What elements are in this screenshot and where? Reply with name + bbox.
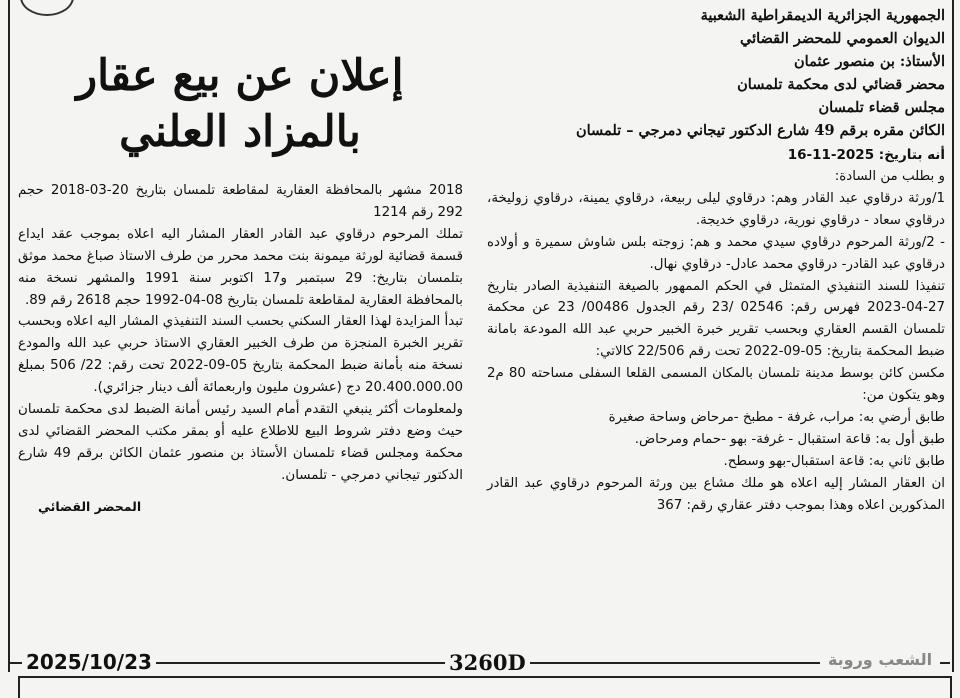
body-paragraph: طابق أرضي به: مراب، غرفة - مطبخ -مرحاض وساحة صغيرة — [608, 409, 945, 425]
header-line-republic: الجمهورية الجزائرية الديمقراطية الشعبية — [700, 7, 945, 24]
signature-label: المحضر القضائي — [38, 498, 142, 514]
left-border-rule — [8, 0, 10, 672]
body-paragraph: مكسن كائن بوسط مدينة تلمسان بالمكان المسمى القلعا السفلى مساحته 80 م2 وهو يتكون من: — [487, 366, 945, 404]
header-line-bailiff: الأستاذ: بن منصور عثمان — [794, 53, 945, 70]
footer-code: 3260D — [445, 650, 530, 675]
footer-brand-logo: الشعب وروبة — [820, 650, 940, 676]
body-paragraph: و بطلب من السادة: — [834, 169, 945, 184]
right-column — [487, 4, 945, 517]
footer-date: 2025/10/23 — [22, 650, 156, 674]
body-paragraph: طابق ثاني به: قاعة استقبال-بهو وسطح. — [723, 453, 945, 469]
next-ad-box-edge — [18, 676, 952, 698]
date-label: أنه بتاريخ: — [878, 147, 945, 163]
right-border-rule — [952, 0, 954, 672]
body-paragraph: 1/ورثة درقاوي عبد القادر وهم: درقاوي ليلى ربيعة، درقاوي يمينة، درقاوي زوليخة، درقاوي سعاد - درقاوي نورية، درقاوي خديجة. — [487, 190, 945, 228]
header-line-court: محضر قضائي لدى محكمة تلمسان — [737, 76, 945, 93]
body-paragraph: تملك المرحوم درقاوي عبد القادر العقار المشار اليه اعلاه بموجب عقد ايداع قسمة قضائية لورثة ميمونة بنت محمد محرر من طرف الاستاذ صباغ محمد موثق بتلمسان بتاريخ: 29 سبتمبر و17 اكتوبر سنة 1991 والمشهر نسخة منه بالمحافظة العقارية لمقاطعة تلمسان بتاريخ 08-04-1992 حجم 2618 رقم 89. — [18, 226, 463, 308]
body-paragraph: ان العقار المشار إليه اعلاه هو ملك مشاع بين ورثة المرحوم درقاوي عبد القادر المذكورين اعلاه وهذا بموجب دفتر عقاري رقم: 367 — [487, 475, 945, 513]
body-paragraph: - 2/ورثة المرحوم درقاوي سيدي محمد و هم: زوجته بلس شاوش سميرة و أولاده درقاوي عبد القادر- درقاوي محمد عادل- درقاوي نهال. — [487, 234, 945, 272]
left-column — [18, 180, 463, 517]
title-line-2: بالمزاد العلني — [119, 107, 361, 157]
body-paragraph: 2018 مشهر بالمحافظة العقارية لمقاطعة تلمسان بتاريخ 20-03-2018 حجم 292 رقم 1214 — [18, 183, 464, 220]
date-value: 2025-11-16 — [787, 147, 875, 163]
notice-title — [60, 48, 420, 160]
header-line-council: مجلس قضاء تلمسان — [818, 99, 945, 116]
header-line-address: الكائن مقره برقم 49 شارع الدكتور تيجاني دمرجي – تلمسان — [575, 122, 945, 139]
top-seal-mark — [20, 0, 74, 16]
title-line-1: إعلان عن بيع عقار — [76, 51, 404, 101]
body-paragraph: طبق أول به: قاعة استقبال - غرفة- بهو -حمام ومرحاض. — [634, 431, 945, 447]
header-line-office: الديوان العمومي للمحضر القضائي — [739, 30, 945, 47]
body-paragraph: ولمعلومات أكثر ينبغي التقدم أمام السيد رئيس أمانة الضبط لدى محكمة تلمسان حيث وضع دفتر شروط البيع للاطلاع عليه أو بمقر مكتب المحضر القضائي لدى محكمة ومجلس قضاء تلمسان الأستاذ بن منصور عثمان الكائن برقم 49 شارع الدكتور تيجاني دمرجي - تلمسان. — [18, 402, 463, 483]
body-paragraph: تنفيذا للسند التنفيذي المتمثل في الحكم الممهور بالصيغة التنفيذية الصادر بتاريخ 27-04-2023 فهرس رقم: 02546 /23 رقم الجدول 00486/ 23 عن محكمة تلمسان القسم العقاري وبحسب تقرير خبرة الخبير حربي عبد الله المودعة بامانة ضبط المحكمة بتاريخ: 05-09-2022 تحت رقم 22/506 كالاتي: — [487, 278, 945, 360]
issuer-header — [487, 4, 945, 142]
body-paragraph: تبدأ المزايدة لهذا العقار السكني بحسب السند التنفيذي المشار اليه اعلاه وبحسب تقرير الخبرة المنجزة من طرف الخبير العقاري الاستاذ حربي عبد الله والمودع نسخة منه بأمانة ضبط المحكمة بتاريخ 05-09-2022 تحت رقم: 22/ 506 بمبلغ 20.400.000.00 دج (عشرون مليون واربعمائة ألف دينار جزائري). — [18, 314, 463, 396]
notice-date-line — [487, 144, 945, 166]
